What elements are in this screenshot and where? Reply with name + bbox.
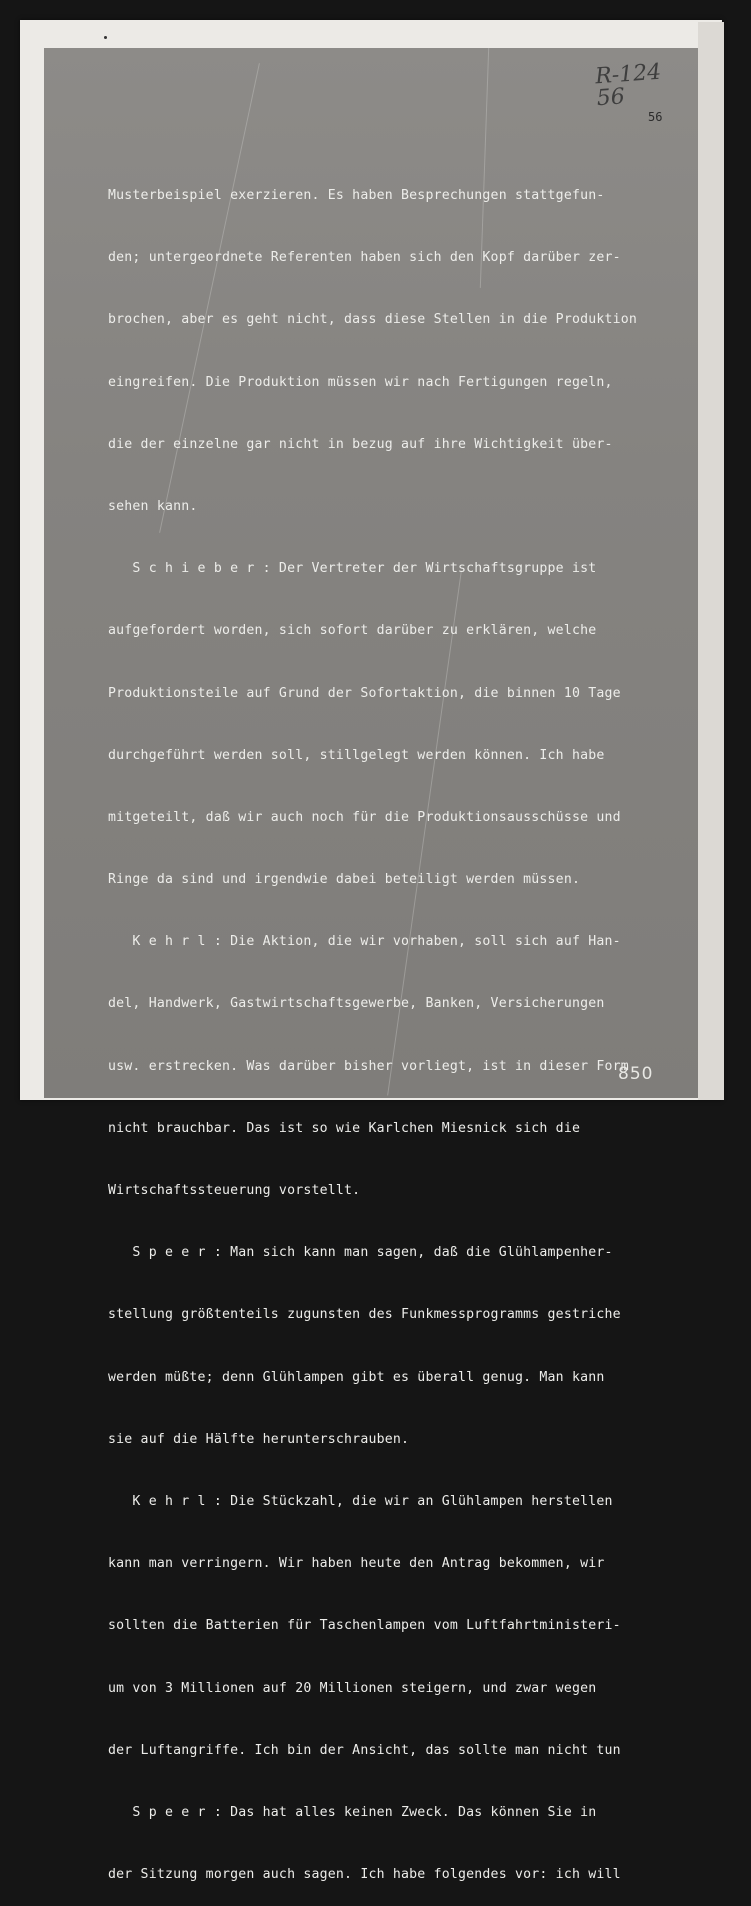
text-line: Musterbeispiel exerzieren. Es haben Besprechungen stattgefun- (108, 188, 605, 203)
text-line: K e h r l : Die Aktion, die wir vorhaben, soll sich auf Han- (108, 934, 621, 950)
text-line: Ringe da sind und irgendwie dabei beteiligt werden müssen. (108, 872, 581, 888)
text-line: der Sitzung morgen auch sagen. Ich habe folgendes vor: ich will (108, 1867, 621, 1883)
text-line: usw. erstrecken. Was darüber bisher vorliegt, ist in dieser Form (108, 1058, 629, 1074)
text-line: der Luftangriffe. Ich bin der Ansicht, das sollte man nicht tun (108, 1742, 621, 1758)
stamp-line-1: R-124 (594, 59, 662, 90)
text-line: eingreifen. Die Produktion müssen wir nach Fertigungen regeln, (108, 374, 613, 390)
paper-speck (104, 36, 107, 39)
text-line: sollten die Batterien für Taschenlampen vom Luftfahrtministeri- (108, 1618, 621, 1634)
page-number: 56 (648, 110, 663, 124)
text-line: sie auf die Hälfte herunterschrauben. (108, 1431, 410, 1447)
text-line: sehen kann. (108, 498, 198, 514)
text-line: den; untergeordnete Referenten haben sich den Kopf darüber zer- (108, 250, 621, 266)
text-line: brochen, aber es geht nicht, dass diese Stellen in die Produktion (108, 312, 638, 328)
text-line: del, Handwerk, Gastwirtschaftsgewerbe, Banken, Versicherungen (108, 996, 605, 1012)
text-line: K e h r l : Die Stückzahl, die wir an Glühlampen herstellen (108, 1493, 613, 1509)
text-line: kann man verringern. Wir haben heute den Antrag bekommen, wir (108, 1556, 605, 1572)
text-line: nicht brauchbar. Das ist so wie Karlchen Miesnick sich die (108, 1120, 581, 1136)
text-line: mitgeteilt, daß wir auch noch für die Produktionsausschüsse und (108, 809, 621, 825)
text-line: werden müßte; denn Glühlampen gibt es überall genug. Man kann (108, 1369, 605, 1385)
text-line: S c h i e b e r : Der Vertreter der Wirtschaftsgruppe ist (108, 561, 597, 577)
stamp-line-2: 56 (595, 84, 626, 112)
text-line: die der einzelne gar nicht in bezug auf ihre Wichtigkeit über- (108, 436, 613, 452)
paper-edge-strip (698, 22, 724, 1100)
typed-text-body (108, 150, 700, 1906)
text-line: durchgeführt werden soll, stillgelegt werden können. Ich habe (108, 747, 605, 763)
text-line: um von 3 Millionen auf 20 Millionen steigern, und zwar wegen (108, 1680, 597, 1696)
text-line: Wirtschaftssteuerung vorstellt. (108, 1183, 361, 1198)
archive-folio-number: 850 (618, 1064, 654, 1084)
text-line: S p e e r : Das hat alles keinen Zweck. Das können Sie in (108, 1804, 597, 1820)
archive-stamp (594, 59, 664, 112)
text-line: S p e e r : Man sich kann man sagen, daß die Glühlampenher- (108, 1245, 613, 1261)
text-line: Produktionsteile auf Grund der Sofortaktion, die binnen 10 Tage (108, 685, 621, 701)
text-line: aufgefordert worden, sich sofort darüber zu erklären, welche (108, 623, 597, 639)
text-line: stellung größtenteils zugunsten des Funkmessprogramms gestriche (108, 1307, 621, 1323)
